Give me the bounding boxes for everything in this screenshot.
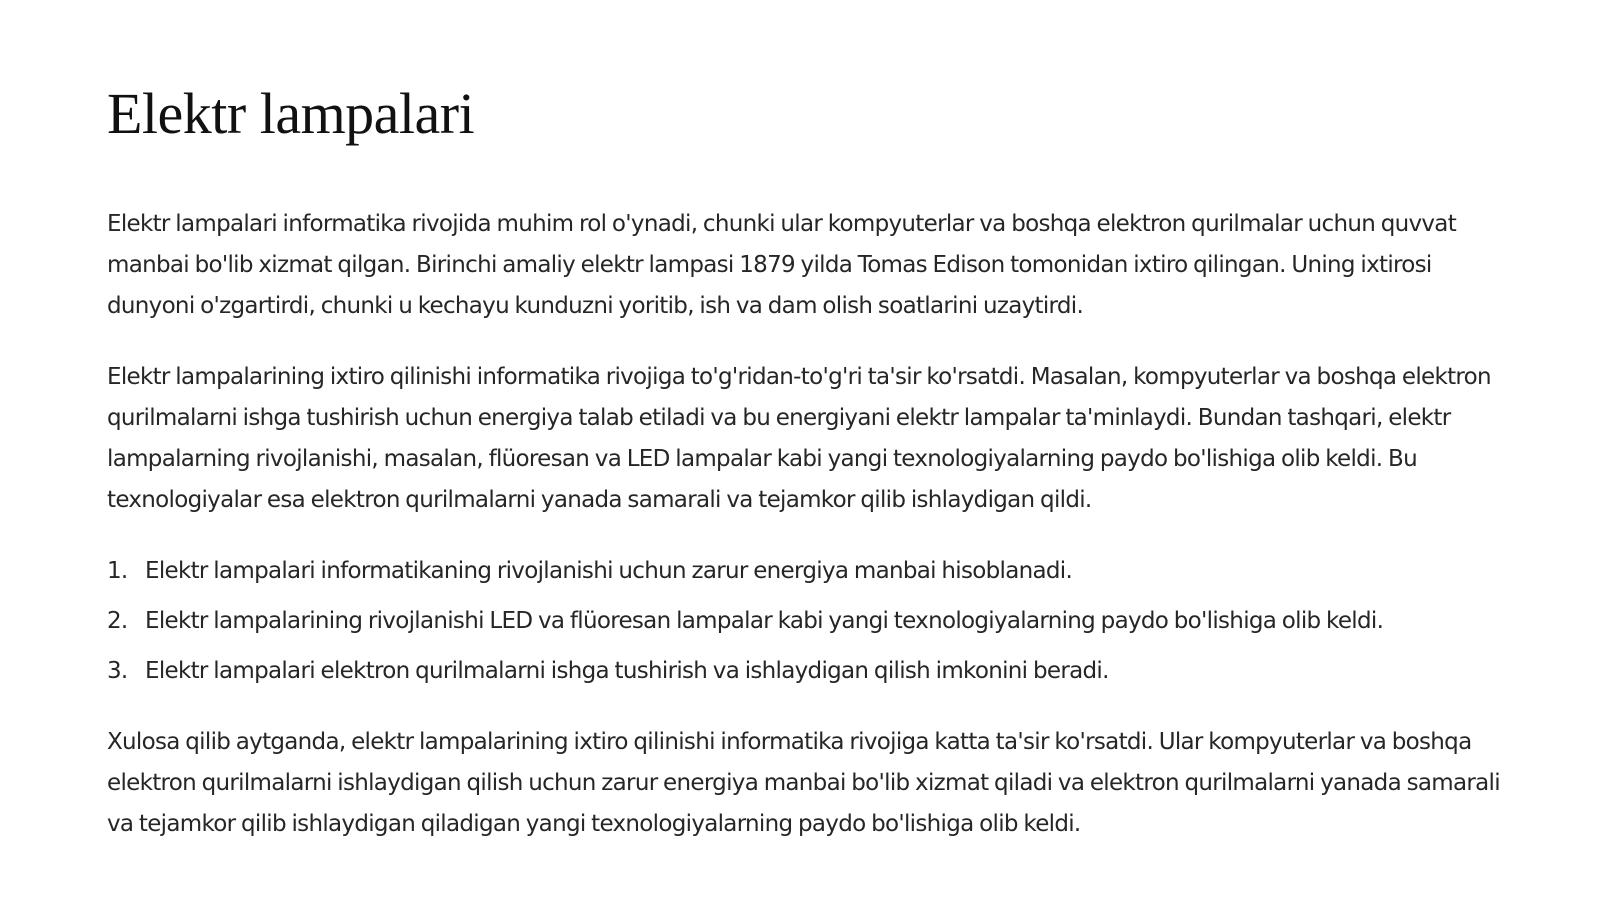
- list-item-text: Elektr lampalari elektron qurilmalarni ishga tushirish va ishlaydigan qilish imkonini beradi.: [145, 658, 1109, 684]
- list-item-number: 3.: [107, 658, 128, 684]
- list-item-number: 2.: [107, 608, 128, 634]
- page-title: Elektr lampalari: [107, 81, 475, 146]
- numbered-list: [107, 551, 1500, 692]
- document-body: [107, 204, 1500, 845]
- list-item-text: Elektr lampalari informatikaning rivojlanishi uchun zarur energiya manbai hisoblanadi.: [145, 558, 1073, 584]
- list-item: [107, 551, 1500, 592]
- list-item: [107, 651, 1500, 692]
- list-item-number: 1.: [107, 558, 128, 584]
- list-item: [107, 601, 1500, 642]
- impact-paragraph: Elektr lampalarining ixtiro qilinishi informatika rivojiga to'g'ridan-to'g'ri ta'sir ko'rsatdi. Masalan, kompyuterlar va boshqa elektron qurilmalarni ishga tushirish uchun energiya talab etiladi va bu energiyani elektr lampalar ta'minlaydi. Bundan tashqari, elektr lampalarning rivojlanishi, masalan, flüoresan va LED lampalar kabi yangi texnologiyalarning paydo bo'lishiga olib keldi. Bu texnologiyalar esa elektron qurilmalarni yanada samarali va tejamkor qilib ishlaydigan qildi.: [107, 364, 1491, 513]
- list-item-text: Elektr lampalarining rivojlanishi LED va flüoresan lampalar kabi yangi texnologiyalarning paydo bo'lishiga olib keldi.: [145, 608, 1384, 634]
- intro-paragraph: Elektr lampalari informatika rivojida muhim rol o'ynadi, chunki ular kompyuterlar va boshqa elektron qurilmalar uchun quvvat manbai bo'lib xizmat qilgan. Birinchi amaliy elektr lampasi 1879 yilda Tomas Edison tomonidan ixtiro qilingan. Uning ixtirosi dunyoni o'zgartirdi, chunki u kechayu kunduzni yoritib, ish va dam olish soatlarini uzaytirdi.: [107, 211, 1457, 319]
- conclusion-paragraph: Xulosa qilib aytganda, elektr lampalarining ixtiro qilinishi informatika rivojiga katta ta'sir ko'rsatdi. Ular kompyuterlar va boshqa elektron qurilmalarni ishlaydigan qilish uchun zarur energiya manbai bo'lib xizmat qiladi va elektron qurilmalarni yanada samarali va tejamkor qilib ishlaydigan qiladigan yangi texnologiyalarning paydo bo'lishiga olib keldi.: [107, 729, 1500, 837]
